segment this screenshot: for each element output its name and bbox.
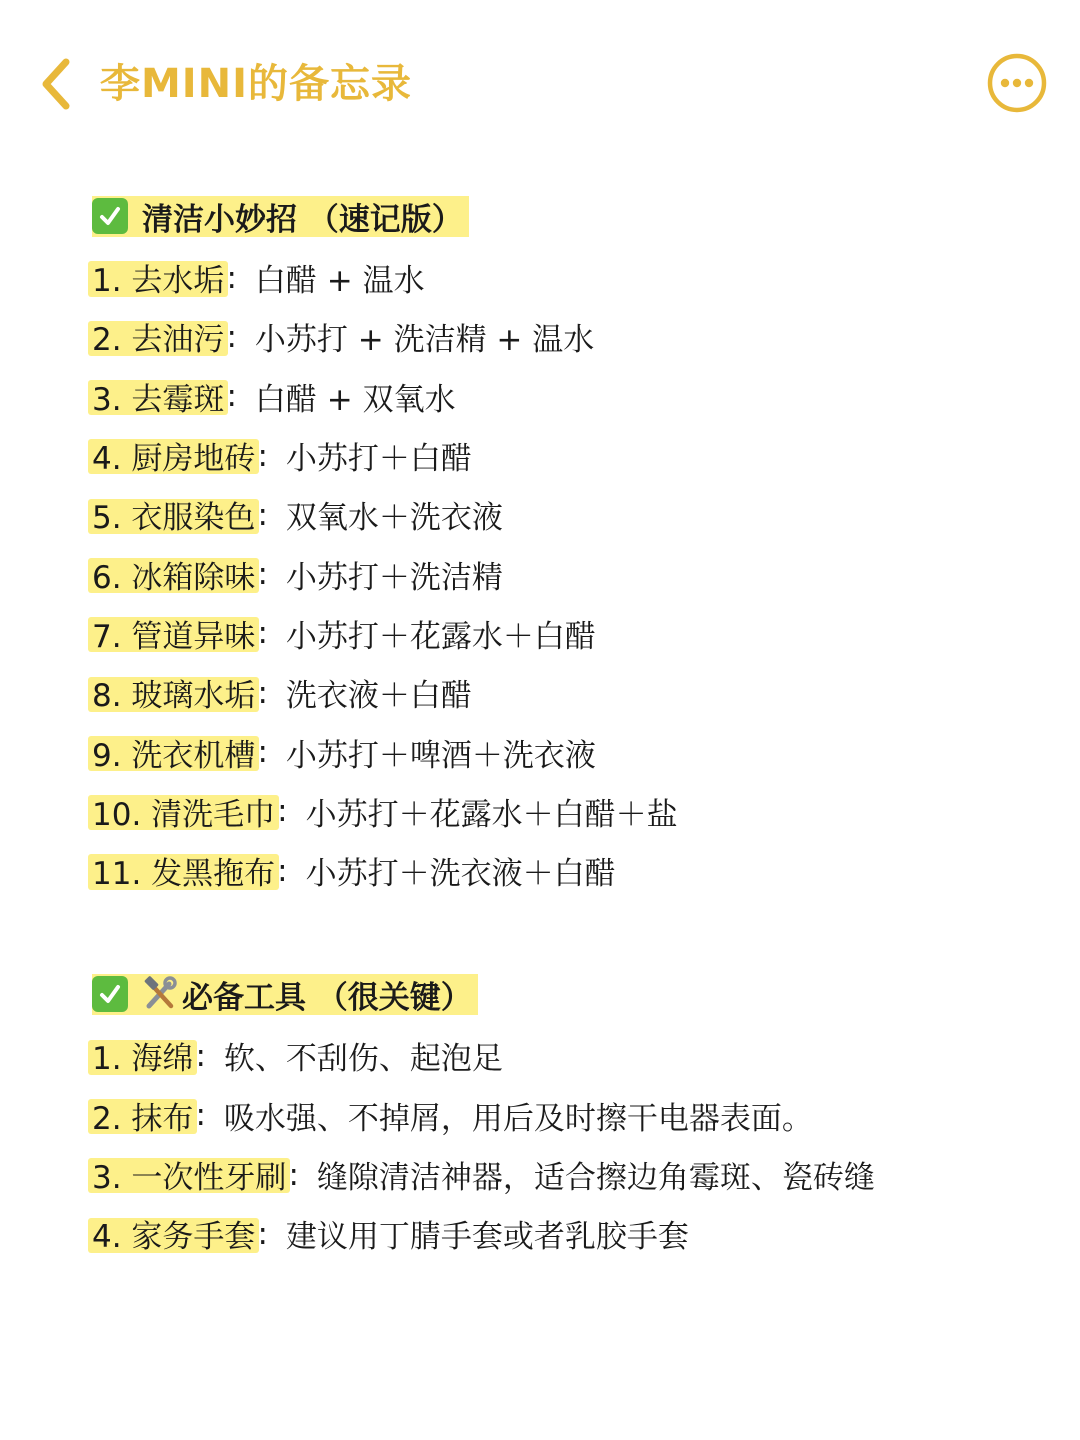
- heading-highlight: [92, 968, 478, 1020]
- item-key: 1. 去水垢: [92, 255, 226, 300]
- list-item: [92, 248, 1052, 307]
- list-item: [92, 544, 1052, 603]
- item-colon: :: [195, 1037, 206, 1074]
- page-title: 李MINI的备忘录: [100, 61, 413, 107]
- item-value: 小苏打＋洗衣液＋白醋: [305, 856, 616, 893]
- item-colon: :: [257, 734, 268, 771]
- check-mark-button-icon: [92, 198, 128, 234]
- item-key: 6. 冰箱除味: [92, 552, 257, 597]
- item-colon: :: [277, 793, 288, 830]
- item-colon: :: [257, 674, 268, 711]
- item-value: 洗衣液＋白醋: [285, 678, 472, 715]
- section-essential-tools: [92, 968, 1052, 1263]
- hammer-and-wrench-icon: [142, 976, 178, 1012]
- list-item: [92, 1026, 1052, 1085]
- item-key: 4. 厨房地砖: [92, 433, 257, 478]
- tips-list: [92, 248, 1052, 900]
- item-value: 吸水强、不掉屑，用后及时擦干电器表面。: [223, 1100, 813, 1137]
- item-key: 1. 海绵: [92, 1033, 195, 1078]
- item-colon: :: [195, 1097, 206, 1134]
- item-colon: :: [257, 437, 268, 474]
- item-value: 小苏打＋花露水＋白醋＋盐: [305, 796, 678, 833]
- item-value: 白醋 + 双氧水: [254, 381, 456, 418]
- item-key: 7. 管道异味: [92, 611, 257, 656]
- section-heading: [92, 968, 1052, 1020]
- item-key: 2. 抹布: [92, 1093, 195, 1138]
- item-value: 小苏打＋花露水＋白醋: [285, 618, 596, 655]
- list-item: [92, 841, 1052, 900]
- heading-highlight: [92, 190, 469, 242]
- list-item: [92, 1145, 1052, 1204]
- section-title: 必备工具 （很关键）: [182, 979, 472, 1016]
- item-colon: :: [226, 259, 237, 296]
- list-item: [92, 782, 1052, 841]
- item-colon: :: [257, 496, 268, 533]
- list-item: [92, 604, 1052, 663]
- section-heading: [92, 190, 1052, 242]
- item-value: 小苏打＋洗洁精: [285, 559, 503, 596]
- item-colon: :: [226, 318, 237, 355]
- item-value: 双氧水＋洗衣液: [285, 500, 503, 537]
- item-key: 11. 发黑拖布: [92, 848, 277, 893]
- item-value: 缝隙清洁神器，适合擦边角霉斑、瓷砖缝: [316, 1160, 875, 1196]
- item-key: 2. 去油污: [92, 314, 226, 359]
- item-colon: :: [257, 1215, 268, 1252]
- item-key: 3. 一次性牙刷: [92, 1152, 288, 1197]
- item-key: 8. 玻璃水垢: [92, 670, 257, 715]
- list-item: [92, 663, 1052, 722]
- ellipsis-circle-icon: [986, 52, 1048, 114]
- item-value: 小苏打 + 洗洁精 + 温水: [254, 322, 595, 359]
- tools-list: [92, 1026, 1052, 1263]
- section-title: 清洁小妙招 （速记版）: [142, 201, 463, 238]
- list-item: [92, 1086, 1052, 1145]
- back-button[interactable]: [30, 54, 82, 114]
- item-colon: :: [277, 852, 288, 889]
- item-key: 5. 衣服染色: [92, 492, 257, 537]
- item-colon: :: [257, 556, 268, 593]
- item-value: 小苏打＋白醋: [285, 441, 472, 478]
- item-colon: :: [288, 1156, 299, 1193]
- item-colon: :: [226, 378, 237, 415]
- item-key: 4. 家务手套: [92, 1211, 257, 1256]
- item-value: 小苏打＋啤酒＋洗衣液: [285, 737, 596, 774]
- item-key: 3. 去霉斑: [92, 374, 226, 419]
- section-cleaning-tips: [92, 190, 1052, 900]
- item-value: 建议用丁腈手套或者乳胶手套: [285, 1219, 689, 1256]
- list-item: [92, 485, 1052, 544]
- chevron-left-icon: [36, 56, 76, 112]
- note-content: [92, 190, 1052, 1263]
- item-value: 白醋 + 温水: [254, 263, 425, 300]
- list-item: [92, 307, 1052, 366]
- more-button[interactable]: [986, 52, 1048, 114]
- list-item: [92, 426, 1052, 485]
- list-item: [92, 367, 1052, 426]
- item-colon: :: [257, 615, 268, 652]
- item-key: 9. 洗衣机槽: [92, 730, 257, 775]
- list-item: [92, 722, 1052, 781]
- item-value: 软、不刮伤、起泡足: [223, 1041, 503, 1078]
- check-mark-button-icon: [92, 976, 128, 1012]
- list-item: [92, 1204, 1052, 1263]
- nav-bar: [0, 40, 1080, 130]
- item-key: 10. 清洗毛巾: [92, 789, 277, 834]
